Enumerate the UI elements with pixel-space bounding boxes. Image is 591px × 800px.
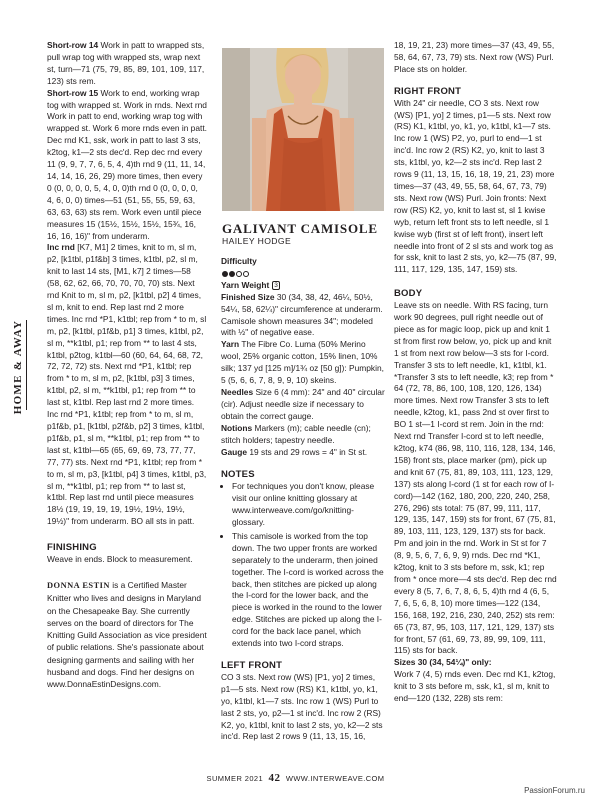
section-label-text: HOME & AWAY — [12, 319, 24, 415]
note-item: • For techniques you don't know, please visit our online knitting glossary at www.interweave.com/go/knitting-glossary. — [232, 481, 385, 529]
pattern-author: HAILEY HODGE — [222, 236, 292, 246]
difficulty-dot-filled-1 — [222, 271, 228, 277]
notes-list — [221, 481, 385, 650]
left-front-text: CO 3 sts. Next row (WS) [P1, yo] 2 times, p1—5 sts. Next row (RS) K1, k1tbl, yo, k1, yo, k1tbl, k1—7 sts. Inc row 1 (WS) Purl to last 2 sts, yo, p2—1 st inc'd. Inc row 2 (RS) K2, yo, k1tbl, knit to last 2 sts, yo, k2—2 sts inc'd. Rep last 2 rows 9 (11, 13, 15, 16, — [221, 671, 383, 742]
paragraph-short-row-14: Short-row 14 Work in patt to wrapped sts, pull wrap tog with wrapped sts, wrap next st, turn—71 (75, 79, 85, 89, 101, 109, 117, 123) sts rem. — [47, 40, 205, 86]
difficulty-dot-empty-2 — [243, 271, 249, 277]
finished-size: Finished Size 30 (34, 38, 42, 46¼, 50½, 54¼, 58, 62¼)" circumference at underarm. Camisole shown measures 34"; modeled with ½" of negative ease. — [221, 291, 383, 338]
model-photo-illustration — [222, 48, 384, 211]
difficulty-dot-empty-1 — [236, 271, 242, 277]
sizes-text: Work 7 (4, 5) rnds even. Dec rnd K1, k2tog, knit to 3 sts before m, ssk, k1, sl m, knit to end—120 (132, 228) sts rem: — [394, 669, 556, 704]
note-item: • This camisole is worked from the top down. The two upper fronts are worked separately to the underarm, then joined together. The I-cord is worked across the back, then stitches are picked up along the I-cord for the lower back, and the piece is worked in the round to the lower edge. Stitches are picked up along the I-cord for the back lace panel, which extends into two I-cord straps. — [232, 531, 385, 650]
column-2 — [221, 256, 385, 743]
model-photo — [222, 48, 384, 211]
page-footer — [0, 772, 591, 784]
pattern-title: GALIVANT CAMISOLE — [222, 221, 378, 236]
section-label — [8, 319, 28, 415]
finishing-text: Weave in ends. Block to measurement. — [47, 554, 193, 565]
notions-info: Notions Markers (m); cable needle (cn); stitch holders; tapestry needle. — [221, 422, 371, 445]
column-3 — [394, 40, 558, 705]
left-front-continued: 18, 19, 21, 23) more times—37 (43, 49, 55, 58, 64, 67, 73, 79) sts. Next row (WS) Purl. Place sts on holder. — [394, 40, 555, 74]
body-text: Leave sts on needle. With RS facing, turn work 90 degrees, pull right needle out of piece as for magic loop, pick up and knit 1 st from first row below, yo, pick up and knit 1 st from next row below—3 sts for I-cord. Transfer 3 sts to left needle, k1, k1tbl, k1. *Transfer 3 sts to left needle, k3; rep from * 64 (72, 78, 86, 100, 108, 120, 126, 134) more times. Next row Transfer 3 sts to left needle, k2tog, k1, pass 2nd st over first to BO 1 st—1 I-cord st rem. Join in the rnd: Next rnd Transfer I-cord st to left needle, k2tog, k74 (86, 98, 110, 116, 128, 134, 146, 158) front sts, place marker (pm), pick up and knit 67 (75, 81, 89, 103, 111, 123, 129, 137) sts along I-cord (1 st for each row of I-cord)—142 (162, 180, 200, 220, 240, 258, 276, 296) sts total: 75 (87, 99, 111, 117, 129, 135, 147, 159) sts for front, 67 (75, 81, 89, 103, 111, 123, 129, 137) sts for back. Pm and join in the rnd. Work in St st for 7 (8, 9, 5, 6, 7, 6, 9, 9) rnds. Dec rnd *K1, k2tog, knit to 3 sts before m, ssk, k1; rep from * once more—4 sts dec'd. Rep dec rnd every 8 (5, 7, 6, 7, 8, 6, 5, 4)th rnd 4 (6, 5, 7, 6, 5, 6, 8, 10) more times—122 (134, 156, 168, 192, 216, 230, 240, 252) sts rem: 65 (73, 87, 95, 103, 117, 121, 129, 137) sts for front, 57 (61, 69, 73, 89, 99, 109, 111, 115) sts for back. — [394, 300, 557, 656]
right-front-heading: RIGHT FRONT — [394, 85, 462, 97]
body-heading: BODY — [394, 288, 423, 300]
difficulty-dot-filled-2 — [229, 271, 235, 277]
yarn-info: Yarn The Fibre Co. Luma (50% Merino wool, 25% organic cotton, 15% linen, 10% silk; 137 yd [125 m]/1¾ oz [50 g]): Pumpkin, 5 (5, 6, 6, 7, 8, 9, 9, 10) skeins. — [221, 339, 384, 386]
paragraph-short-row-15: Short-row 15 Work to end, working wrap tog with wrapped st. Work in rnds. Next rnd Work in patt to end, working wrap tog with wrapped st. Work 6 more rnds even in patt. Dec rnd K1, ssk, work in patt to last 3 sts, k2tog, k1—2 sts dec'd. Rep dec rnd every 11 (9, 9, 7, 7, 6, 5, 4, 4)th rnd 9 (11, 11, 14, 14, 14, 16, 26, 29) more times, then every 0 (0, 0, 0, 0, 5, 4, 0, 0)th rnd 0 (0, 0, 0, 0, 4, 6, 0, 0) times—51 (51, 55, 55, 59, 63, 63, 63, 63) sts rem. Work even until piece measures 15 (15½, 15½, 15½, 15¾, 16, 16, 16, 16)" from underarm. — [47, 87, 207, 241]
designer-bio: DONNA ESTIN is a Certified Master Knitter who lives and designs in Maryland on the Chesapeake Bay. She currently serves on the board of directors for The Knitting Guild Association as vice president of public relations. She's passionate about designing garments and sailing with her husband and dogs. Find her designs on www.DonnaEstinDesigns.com. — [47, 579, 207, 690]
yarn-weight-row: Yarn Weight 3 — [221, 279, 278, 290]
right-front-text: With 24" cir needle, CO 3 sts. Next row (WS) [P1, yo] 2 times, p1—5 sts. Next row (RS) K1, k1tbl, yo, k1, yo, k1tbl, k1—7 sts. Inc row 1 (WS) P2, yo, purl to end—1 st inc'd. Inc row 2 (RS) K2, yo, knit to last 3 sts, k1tbl, yo, k2—2 sts inc'd. Rep last 2 rows 9 (11, 13, 15, 16, 18, 19, 21, 23) more times—37 (43, 49, 55, 58, 64, 67, 73, 79) sts. Next row (WS) Purl. Join fronts: Next row (RS) K2, yo, knit to last st, sl 1 kwise wyb, return left front sts to left needle, sl 1 kwise wyb (first st of left front), insert left needle into front of 2 sl sts and work tog as for ssk, knit to last 2 sts, yo, k2—75 (87, 99, 111, 117, 129, 135, 147, 159) sts. — [394, 97, 557, 275]
yarn-weight-icon: 3 — [274, 282, 278, 290]
notes-heading: NOTES — [221, 469, 255, 481]
difficulty-row: Difficulty — [221, 256, 385, 280]
issue-label: SUMMER 2021 — [206, 774, 264, 783]
website-label: WWW.INTERWEAVE.COM — [285, 774, 385, 783]
paragraph-inc-rnd: Inc rnd [K7, M1] 2 times, knit to m, sl m, p2, [k1tbl, p1f&b] 3 times, k1tbl, p2, sl m, knit to last 14 sts, [M1, k7] 2 times—58 (58, 62, 62, 66, 70, 70, 70, 70) sts. Next rnd Knit to m, sl m, p2, [k1tbl, p2] 4 times, sl m, knit to end. Rep last rnd 2 more times. Inc rnd *P1, k1tbl; rep from * to m, sl m, p2, [k1tbl, p1f&b, p1] 3 times, k1tbl, p2, sl m, **k1tbl, p1; rep from ** to last 4 sts, k1tbl, p2tog, k1tbl—60 (60, 64, 64, 68, 72, 72, 72, 72) sts. Next rnd *P1, k1tbl; rep from * to m, sl m, p2, [k1tbl, p3] 3 times, k1tbl, p2, sl m, **k1tbl, p1; rep from ** to last st, k1tbl. Rep last rnd 2 more times. Inc rnd *P1, k1tbl; rep from * to m, sl m, p1f&b, p1, [k1tbl, p2f&b, p2] 3 times, k1tbl, p1f&b, p1, sl m, **k1tbl, p1; rep from ** to last st, k1tbl—65 (65, 69, 69, 73, 77, 77, 77, 77) sts. Next rnd *P1, k1tbl; rep from * to m, sl m, p3, [k1tbl, p4] 3 times, k1tbl, p3, sl m, **k1tbl, p1; rep from ** to last st, k1tbl. Rep last rnd until piece measures 18½ (19, 19, 19, 19, 19½, 19½, 19½, 19½)" from underarm. BO all sts in patt. — [47, 242, 207, 527]
left-front-heading: LEFT FRONT — [221, 660, 283, 671]
sizes-heading: Sizes 30 (34, 54¼)" only: — [394, 657, 492, 668]
needles-info: Needles Size 6 (4 mm): 24" and 40" circular (cir). Adjust needle size if necessary to obtain the correct gauge. — [221, 386, 385, 421]
gauge-info: Gauge 19 sts and 29 rows = 4" in St st. — [221, 446, 368, 457]
column-1 — [47, 40, 207, 691]
page-number: 42 — [268, 772, 281, 784]
section-rule — [26, 320, 27, 410]
finishing-heading: FINISHING — [47, 542, 97, 554]
watermark: PassionForum.ru — [524, 786, 585, 795]
